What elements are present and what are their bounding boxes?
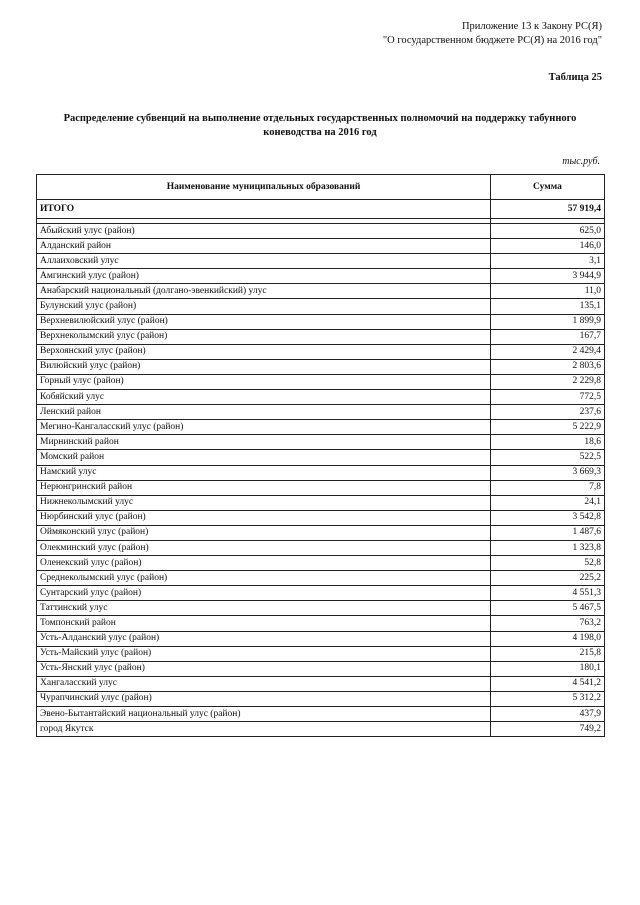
subsidy-sum: 625,0 xyxy=(491,224,605,239)
municipality-name: Таттинский улус xyxy=(37,601,491,616)
appendix-line-2: "О государственном бюджете РС(Я) на 2016 год" xyxy=(382,35,602,46)
municipality-name: Верхневилюйский улус (район) xyxy=(37,314,491,329)
table-number: Таблица 25 xyxy=(548,72,602,83)
municipality-name: Горный улус (район) xyxy=(37,374,491,389)
municipality-name: Кобяйский улус xyxy=(37,390,491,405)
table-row xyxy=(37,616,605,631)
municipality-name: Алданский район xyxy=(37,239,491,254)
appendix-line-1: Приложение 13 к Закону РС(Я) xyxy=(461,21,602,32)
subsidy-sum: 437,9 xyxy=(491,707,605,722)
municipality-name: Усть-Майский улус (район) xyxy=(37,646,491,661)
subsidy-sum: 1 323,8 xyxy=(491,540,605,555)
subsidy-sum: 18,6 xyxy=(491,435,605,450)
municipality-name: Нижнеколымский улус xyxy=(37,495,491,510)
municipality-name: Верхоянский улус (район) xyxy=(37,344,491,359)
table-row xyxy=(37,374,605,389)
total-label: ИТОГО xyxy=(37,200,491,219)
municipality-name: Анабарский национальный (долгано-эвенкийский) улус xyxy=(37,284,491,299)
municipality-name: Нюрбинский улус (район) xyxy=(37,510,491,525)
subsidy-sum: 5 467,5 xyxy=(491,601,605,616)
table-row xyxy=(37,405,605,420)
municipality-name: Нерюнгринский район xyxy=(37,480,491,495)
subsidy-table xyxy=(36,174,605,737)
subsidy-sum: 2 429,4 xyxy=(491,344,605,359)
table-row xyxy=(37,299,605,314)
table-row xyxy=(37,359,605,374)
subsidy-sum: 4 551,3 xyxy=(491,586,605,601)
table-row xyxy=(37,284,605,299)
municipality-name: город Якутск xyxy=(37,722,491,737)
table-row xyxy=(37,661,605,676)
table-row xyxy=(37,631,605,646)
table-row xyxy=(37,556,605,571)
table-row xyxy=(37,465,605,480)
municipality-name: Аллаиховский улус xyxy=(37,254,491,269)
subsidy-sum: 3 944,9 xyxy=(491,269,605,284)
subsidy-sum: 24,1 xyxy=(491,495,605,510)
municipality-name: Олекминский улус (район) xyxy=(37,540,491,555)
municipality-name: Хангаласский улус xyxy=(37,676,491,691)
subsidy-sum: 3,1 xyxy=(491,254,605,269)
appendix-note xyxy=(383,20,602,48)
total-row xyxy=(37,200,605,219)
municipality-name: Булунский улус (район) xyxy=(37,299,491,314)
column-header-sum: Сумма xyxy=(491,175,605,200)
table-row xyxy=(37,510,605,525)
table-rows xyxy=(37,224,605,737)
subsidy-sum: 180,1 xyxy=(491,661,605,676)
table-row xyxy=(37,601,605,616)
table-row xyxy=(37,525,605,540)
title-line-1: Распределение субвенций на выполнение отдельных государственных полномочий на поддержку табунного xyxy=(63,113,577,124)
table-row xyxy=(37,239,605,254)
table-row xyxy=(37,314,605,329)
table-row xyxy=(37,707,605,722)
municipality-name: Ленский район xyxy=(37,405,491,420)
table-row xyxy=(37,344,605,359)
subsidy-sum: 2 229,8 xyxy=(491,374,605,389)
municipality-name: Мегино-Кангаласский улус (район) xyxy=(37,420,491,435)
subsidy-sum: 225,2 xyxy=(491,571,605,586)
municipality-name: Оймяконский улус (район) xyxy=(37,525,491,540)
subsidy-sum: 5 222,9 xyxy=(491,420,605,435)
subsidy-sum: 52,8 xyxy=(491,556,605,571)
subsidy-sum: 7,8 xyxy=(491,480,605,495)
subsidy-sum: 215,8 xyxy=(491,646,605,661)
municipality-name: Вилюйский улус (район) xyxy=(37,359,491,374)
title-line-2: коневодства на 2016 год xyxy=(263,127,377,138)
subsidy-sum: 763,2 xyxy=(491,616,605,631)
municipality-name: Момский район xyxy=(37,450,491,465)
municipality-name: Верхнеколымский улус (район) xyxy=(37,329,491,344)
table-header-row xyxy=(37,175,605,200)
municipality-name: Мирнинский район xyxy=(37,435,491,450)
municipality-name: Томпонский район xyxy=(37,616,491,631)
table-row xyxy=(37,269,605,284)
subsidy-sum: 11,0 xyxy=(491,284,605,299)
subsidy-sum: 522,5 xyxy=(491,450,605,465)
subsidy-sum: 1 487,6 xyxy=(491,525,605,540)
table-row xyxy=(37,224,605,239)
table-row xyxy=(37,329,605,344)
table-row xyxy=(37,646,605,661)
subsidy-sum: 4 541,2 xyxy=(491,676,605,691)
municipality-name: Эвено-Бытантайский национальный улус (район) xyxy=(37,707,491,722)
table-row xyxy=(37,390,605,405)
municipality-name: Оленекский улус (район) xyxy=(37,556,491,571)
subsidy-sum: 135,1 xyxy=(491,299,605,314)
municipality-name: Абыйский улус (район) xyxy=(37,224,491,239)
table-row xyxy=(37,450,605,465)
table-row xyxy=(37,586,605,601)
subsidy-sum: 772,5 xyxy=(491,390,605,405)
table-row xyxy=(37,254,605,269)
subsidy-sum: 4 198,0 xyxy=(491,631,605,646)
unit-label: тыс.руб. xyxy=(562,156,600,167)
municipality-name: Среднеколымский улус (район) xyxy=(37,571,491,586)
subsidy-sum: 2 803,6 xyxy=(491,359,605,374)
table-row xyxy=(37,540,605,555)
municipality-name: Амгинский улус (район) xyxy=(37,269,491,284)
total-value: 57 919,4 xyxy=(491,200,605,219)
table-row xyxy=(37,420,605,435)
table-row xyxy=(37,495,605,510)
document-title xyxy=(40,112,600,140)
table-row xyxy=(37,676,605,691)
subsidy-sum: 1 899,9 xyxy=(491,314,605,329)
table-row xyxy=(37,480,605,495)
column-header-name: Наименование муниципальных образований xyxy=(37,175,491,200)
subsidy-sum: 749,2 xyxy=(491,722,605,737)
subsidy-sum: 3 542,8 xyxy=(491,510,605,525)
subsidy-sum: 5 312,2 xyxy=(491,691,605,706)
municipality-name: Усть-Янский улус (район) xyxy=(37,661,491,676)
subsidy-sum: 3 669,3 xyxy=(491,465,605,480)
table-row xyxy=(37,571,605,586)
municipality-name: Чурапчинский улус (район) xyxy=(37,691,491,706)
table-row xyxy=(37,722,605,737)
municipality-name: Усть-Алданский улус (район) xyxy=(37,631,491,646)
municipality-name: Сунтарский улус (район) xyxy=(37,586,491,601)
subsidy-sum: 167,7 xyxy=(491,329,605,344)
table-row xyxy=(37,691,605,706)
subsidy-sum: 237,6 xyxy=(491,405,605,420)
municipality-name: Намский улус xyxy=(37,465,491,480)
table-row xyxy=(37,435,605,450)
subsidy-sum: 146,0 xyxy=(491,239,605,254)
